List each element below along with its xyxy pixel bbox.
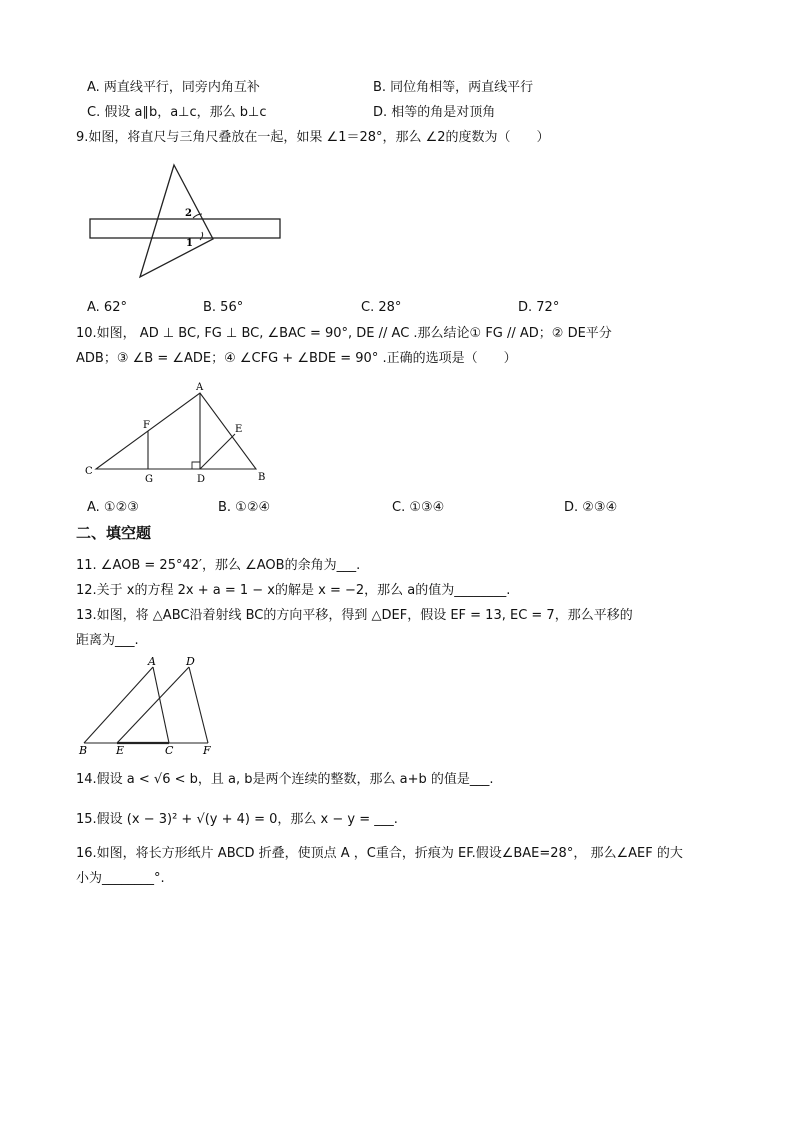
q9-option-a: A. 62° — [87, 300, 127, 315]
label-a: A — [148, 655, 156, 668]
q9-stem: 9.如图，将直尺与三角尺叠放在一起，如果 ∠1＝28°，那么 ∠2的度数为（ ） — [76, 130, 550, 145]
q8-option-a: A. 两直线平行，同旁内角互补 — [87, 80, 260, 95]
q16-line1: 16.如图，将长方形纸片 ABCD 折叠，使顶点 A ，C重合，折痕为 EF.假设∠BAE=28°， 那么∠AEF 的大 — [76, 846, 683, 861]
q15-text: 15.假设 (x − 3)² + √(y + 4) = 0，那么 x − y = ___. — [76, 812, 398, 827]
label-d: D — [186, 655, 195, 668]
label-a: A — [196, 382, 204, 393]
label-c: C — [85, 466, 93, 477]
label-g: G — [145, 474, 153, 485]
label-b: B — [258, 472, 266, 483]
q10-option-d: D. ②③④ — [564, 500, 618, 515]
ruler — [90, 219, 280, 238]
q10-stem-line1: 10.如图， AD ⊥ BC, FG ⊥ BC, ∠BAC = 90°, DE // AC .那么结论① FG // AD；② DE平分 — [76, 326, 612, 341]
q8-option-b: B. 同位角相等，两直线平行 — [373, 80, 534, 95]
angle-1-label: 1 — [186, 238, 193, 249]
q16-line2: 小为________°. — [76, 871, 165, 886]
label-d: D — [197, 474, 206, 485]
q8-option-d: D. 相等的角是对顶角 — [373, 105, 496, 120]
q13-line1: 13.如图，将 △ABC沿着射线 BC的方向平移，得到 △DEF，假设 EF = 13, EC = 7，那么平移的 — [76, 608, 633, 623]
label-e: E — [116, 744, 125, 757]
q10-stem-line2: ADB；③ ∠B = ∠ADE；④ ∠CFG + ∠BDE = 90° .正确的选项是（ ） — [76, 351, 517, 366]
label-f: F — [203, 744, 211, 757]
label-c: C — [165, 744, 174, 757]
q10-figure — [82, 378, 272, 488]
q13-line2: 距离为___. — [76, 633, 139, 648]
q10-option-c: C. ①③④ — [392, 500, 445, 515]
q9-option-b: B. 56° — [203, 300, 244, 315]
section-title-fill-in: 二、填空题 — [76, 524, 152, 542]
q12-text: 12.关于 x的方程 2x + a = 1 − x的解是 x = −2，那么 a的值为________. — [76, 583, 511, 598]
q13-figure — [76, 655, 226, 760]
q8-option-c: C. 假设 a∥b，a⊥c，那么 b⊥c — [87, 105, 267, 120]
triangle-abc — [96, 393, 256, 469]
label-b: B — [79, 744, 88, 757]
q14-text: 14.假设 a < √6 < b，且 a, b是两个连续的整数，那么 a+b 的值是___. — [76, 772, 494, 787]
q11-text: 11. ∠AOB = 25°42′，那么 ∠AOB的余角为___. — [76, 558, 361, 573]
q10-option-b: B. ①②④ — [218, 500, 271, 515]
q9-option-c: C. 28° — [361, 300, 402, 315]
label-e: E — [235, 424, 243, 435]
q9-option-d: D. 72° — [518, 300, 560, 315]
q10-option-a: A. ①②③ — [87, 500, 139, 515]
set-square — [140, 165, 213, 277]
label-f: F — [143, 420, 150, 431]
q9-figure — [85, 160, 295, 290]
angle-2-label: 2 — [185, 208, 192, 219]
